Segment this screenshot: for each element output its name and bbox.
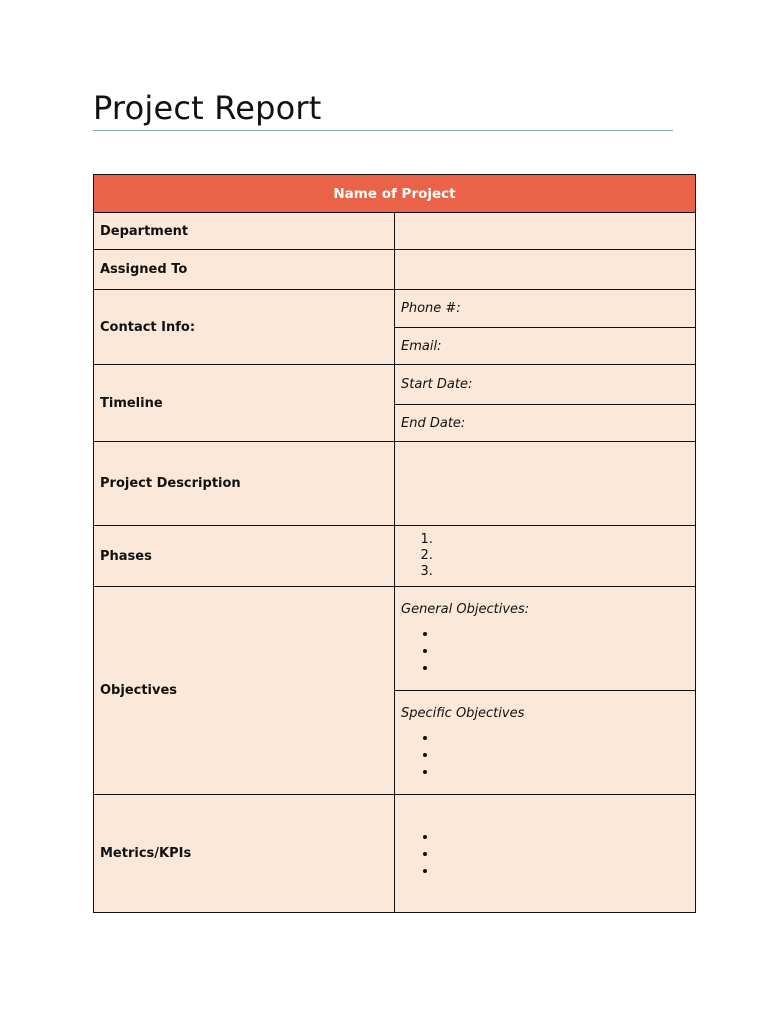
header-row	[94, 175, 696, 213]
phone-field[interactable]: Phone #:	[395, 290, 696, 328]
list-item[interactable]	[437, 564, 689, 580]
list-item[interactable]	[437, 625, 689, 642]
list-item[interactable]	[437, 729, 689, 746]
end-date-field[interactable]: End Date:	[395, 405, 696, 442]
project-report-table	[93, 174, 696, 913]
phases-label: Phases	[94, 526, 395, 587]
list-item[interactable]	[437, 548, 689, 564]
project-description-row	[94, 442, 696, 526]
project-description-label: Project Description	[94, 442, 395, 526]
general-objectives-field[interactable]	[395, 587, 696, 691]
project-description-value[interactable]	[395, 442, 696, 526]
phases-value[interactable]	[395, 526, 696, 587]
metrics-value[interactable]	[395, 795, 696, 913]
timeline-label: Timeline	[94, 365, 395, 442]
contact-info-label: Contact Info:	[94, 290, 395, 365]
list-item[interactable]	[437, 659, 689, 676]
contact-phone-row	[94, 290, 696, 328]
list-item[interactable]	[437, 828, 689, 845]
assigned-to-row	[94, 250, 696, 290]
specific-objectives-label: Specific Objectives	[401, 705, 525, 721]
list-item[interactable]	[437, 845, 689, 862]
list-item[interactable]	[437, 532, 689, 548]
general-objectives-list	[401, 625, 689, 676]
page-title: Project Report	[93, 89, 322, 127]
timeline-start-row	[94, 365, 696, 405]
list-item[interactable]	[437, 746, 689, 763]
email-field[interactable]: Email:	[395, 328, 696, 365]
department-row	[94, 213, 696, 250]
list-item[interactable]	[437, 642, 689, 659]
specific-objectives-field[interactable]	[395, 691, 696, 795]
phase-list	[401, 532, 689, 580]
department-label: Department	[94, 213, 395, 250]
phases-row	[94, 526, 696, 587]
start-date-field[interactable]: Start Date:	[395, 365, 696, 405]
general-objectives-label: General Objectives:	[401, 601, 530, 617]
general-objectives-row	[94, 587, 696, 691]
metrics-row	[94, 795, 696, 913]
metrics-label: Metrics/KPIs	[94, 795, 395, 913]
project-name-header: Name of Project	[94, 175, 696, 213]
metrics-list	[401, 828, 689, 879]
department-value[interactable]	[395, 213, 696, 250]
assigned-to-value[interactable]	[395, 250, 696, 290]
list-item[interactable]	[437, 862, 689, 879]
list-item[interactable]	[437, 763, 689, 780]
objectives-label: Objectives	[94, 587, 395, 795]
specific-objectives-list	[401, 729, 689, 780]
assigned-to-label: Assigned To	[94, 250, 395, 290]
title-divider	[93, 130, 673, 131]
